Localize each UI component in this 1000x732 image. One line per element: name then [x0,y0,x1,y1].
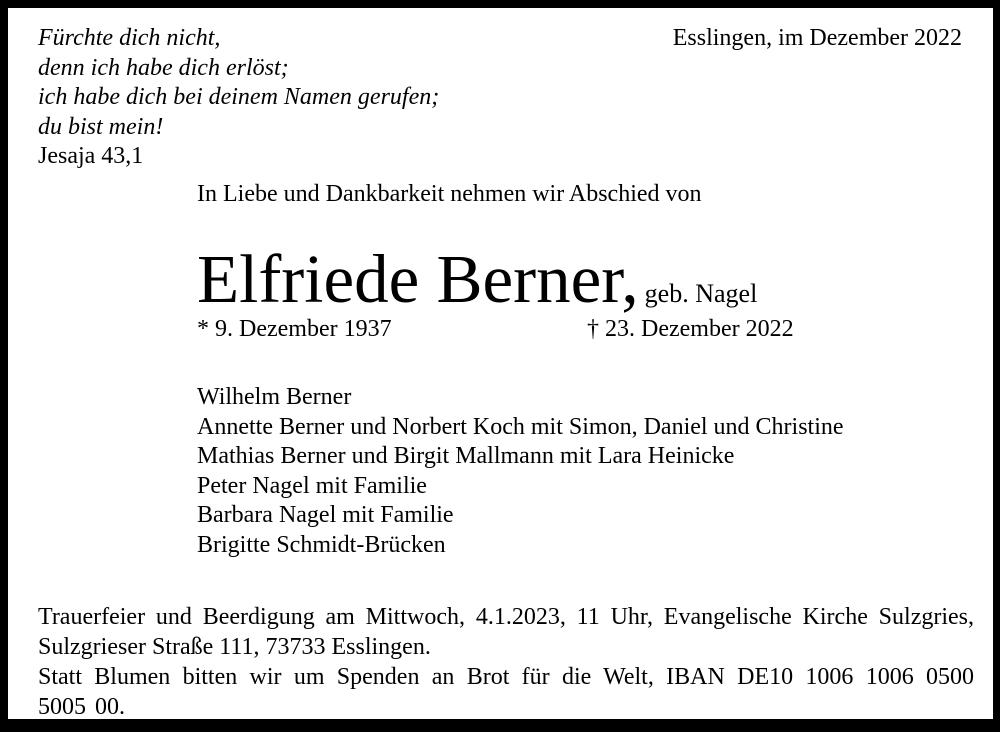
deceased-name: Elfriede Berner, [197,241,639,317]
dateline: Esslingen, im Dezember 2022 [672,25,962,51]
verse-block [38,24,439,172]
mourner-item: Mathias Berner und Birgit Mallmann mit Lara Heinicke [197,443,735,469]
verse-line: denn ich habe dich erlöst; [38,54,289,81]
intro-text: In Liebe und Dankbarkeit nehmen wir Abschied von [197,181,702,207]
verse-source: Jesaja 43,1 [38,143,144,169]
mourner-item: Barbara Nagel mit Familie [197,502,454,528]
mourner-item: Wilhelm Berner [197,384,352,410]
funeral-info: Trauerfeier und Beerdigung am Mittwoch, 4.1.2023, 11 Uhr, Evangelische Kirche Sulzgries, Sulzgrieser Straße 111, 73733 Esslingen. [38,604,974,660]
verse-line: ich habe dich bei deinem Namen gerufen; [38,84,440,110]
mourner-item: Annette Berner und Norbert Koch mit Simon, Daniel und Christine [197,413,844,440]
mourners-list [197,383,844,560]
mourner-item: Brigitte Schmidt-Brücken [197,531,446,558]
birth-date: * 9. Dezember 1937 [197,316,392,342]
maiden-name: geb. Nagel [644,279,758,308]
donation-info: Statt Blumen bitten wir um Spenden an Brot für die Welt, IBAN DE10 1006 1006 0500 5005 00. [38,664,974,720]
mourner-item: Peter Nagel mit Familie [197,472,427,499]
footer-block [38,602,974,722]
verse-line: du bist mein! [38,113,164,140]
verse-line: Fürchte dich nicht, [38,25,221,51]
death-date: † 23. Dezember 2022 [587,316,794,342]
